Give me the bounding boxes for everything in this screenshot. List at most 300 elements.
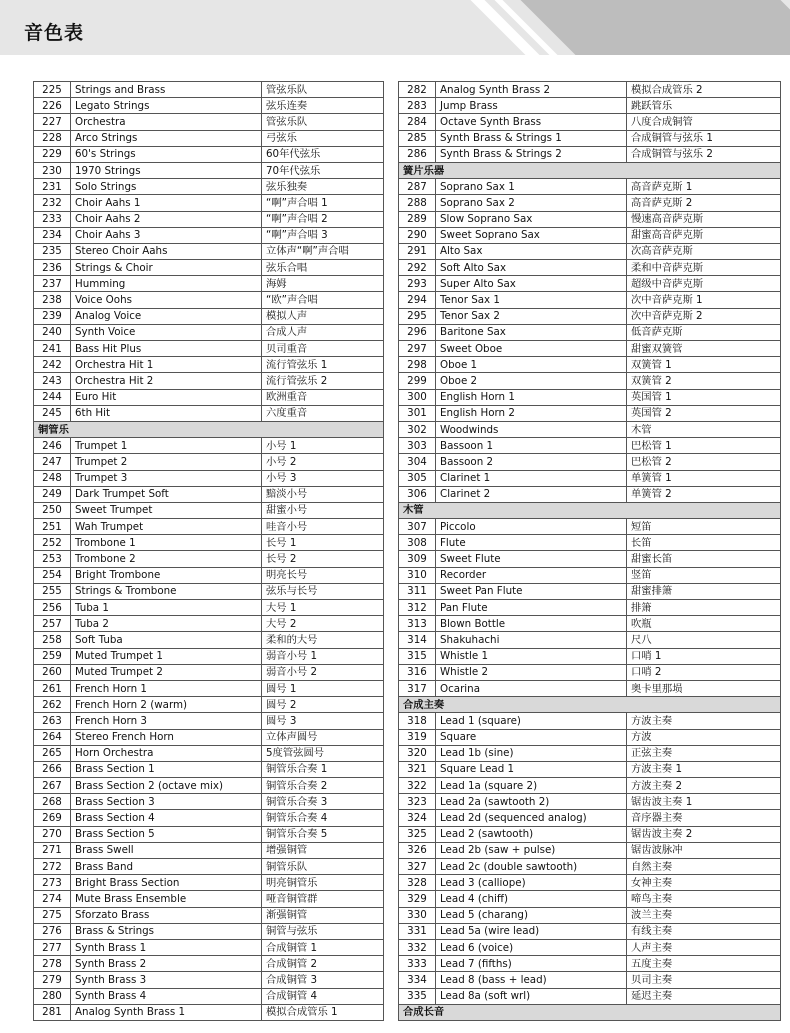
table-row (34, 243, 384, 259)
voice-name-cn: 甜蜜长笛 (627, 551, 781, 567)
voice-name-cn: 尺八 (627, 632, 781, 648)
voice-name-cn: 口哨 1 (627, 648, 781, 664)
voice-name-en: French Horn 2 (warm) (71, 697, 262, 713)
voice-name-cn: 木管 (627, 421, 781, 437)
voice-name-cn: 弱音小号 1 (262, 648, 384, 664)
voice-name-en: Lead 2d (sequenced analog) (436, 810, 627, 826)
voice-number: 283 (399, 98, 436, 114)
table-row (399, 486, 781, 502)
voice-name-en: Whistle 2 (436, 664, 627, 680)
table-row (34, 324, 384, 340)
table-row (399, 519, 781, 535)
table-row (399, 292, 781, 308)
voice-name-cn: 管弦乐队 (262, 114, 384, 130)
voice-name-cn: 长号 2 (262, 551, 384, 567)
voice-name-en: Clarinet 2 (436, 486, 627, 502)
voice-number: 292 (399, 260, 436, 276)
category-row (399, 502, 781, 518)
voice-name-cn: 奥卡里那埙 (627, 680, 781, 696)
voice-name-cn: 圆号 1 (262, 680, 384, 696)
voice-name-cn: 合成铜管 2 (262, 956, 384, 972)
voice-name-cn: 长号 1 (262, 535, 384, 551)
category-row (399, 162, 781, 178)
table-row (399, 745, 781, 761)
voice-name-cn: 双簧管 1 (627, 357, 781, 373)
voice-number: 269 (34, 810, 71, 826)
voice-number: 259 (34, 648, 71, 664)
voice-name-cn: 铜管乐合奏 3 (262, 794, 384, 810)
voice-number: 227 (34, 114, 71, 130)
voice-name-en: Soft Alto Sax (436, 260, 627, 276)
table-row (399, 923, 781, 939)
voice-name-en: Slow Soprano Sax (436, 211, 627, 227)
table-row (399, 130, 781, 146)
table-row (34, 891, 384, 907)
voice-name-cn: 短笛 (627, 519, 781, 535)
table-row (399, 260, 781, 276)
table-row (34, 486, 384, 502)
voice-number: 250 (34, 502, 71, 518)
voice-number: 265 (34, 745, 71, 761)
voice-name-en: Lead 2a (sawtooth 2) (436, 794, 627, 810)
table-row (34, 454, 384, 470)
voice-number: 251 (34, 519, 71, 535)
voice-name-cn: 小号 2 (262, 454, 384, 470)
voice-name-en: Solo Strings (71, 179, 262, 195)
table-row (399, 648, 781, 664)
voice-number: 261 (34, 680, 71, 696)
voice-number: 239 (34, 308, 71, 324)
voice-name-cn: “啊”声合唱 2 (262, 211, 384, 227)
voice-name-cn: 甜蜜小号 (262, 502, 384, 518)
voice-name-en: Tuba 2 (71, 616, 262, 632)
voice-name-en: Orchestra Hit 1 (71, 357, 262, 373)
voice-name-en: Lead 8a (soft wrl) (436, 988, 627, 1004)
table-row (399, 227, 781, 243)
voice-name-cn: 延迟主奏 (627, 988, 781, 1004)
voice-number: 332 (399, 939, 436, 955)
voice-name-en: Lead 5a (wire lead) (436, 923, 627, 939)
voice-number: 246 (34, 438, 71, 454)
voice-name-en: Lead 1 (square) (436, 713, 627, 729)
voice-name-en: Strings & Choir (71, 260, 262, 276)
table-row (34, 179, 384, 195)
voice-name-cn: 六度重音 (262, 405, 384, 421)
voice-number: 253 (34, 551, 71, 567)
voice-name-en: Bass Hit Plus (71, 341, 262, 357)
table-row (34, 842, 384, 858)
voice-number: 274 (34, 891, 71, 907)
voice-number: 331 (399, 923, 436, 939)
voice-name-en: Jump Brass (436, 98, 627, 114)
table-row (399, 972, 781, 988)
table-row (34, 616, 384, 632)
table-row (34, 308, 384, 324)
voice-number: 270 (34, 826, 71, 842)
voice-number: 284 (399, 114, 436, 130)
voice-name-en: Brass Section 4 (71, 810, 262, 826)
table-row (399, 146, 781, 162)
voice-name-en: Piccolo (436, 519, 627, 535)
table-row (34, 697, 384, 713)
table-row (399, 810, 781, 826)
voice-number: 236 (34, 260, 71, 276)
voice-number: 235 (34, 243, 71, 259)
voice-name-en: Whistle 1 (436, 648, 627, 664)
category-row (399, 697, 781, 713)
voice-number: 279 (34, 972, 71, 988)
voice-name-cn: 柔和的大号 (262, 632, 384, 648)
voice-name-en: Orchestra Hit 2 (71, 373, 262, 389)
table-row (34, 907, 384, 923)
voice-name-cn: 自然主奏 (627, 859, 781, 875)
voice-name-en: Analog Voice (71, 308, 262, 324)
voice-name-cn: 管弦乐队 (262, 82, 384, 98)
header-decoration (521, 0, 790, 55)
table-row (34, 778, 384, 794)
voice-name-en: Analog Synth Brass 1 (71, 1004, 262, 1020)
voice-name-en: Legato Strings (71, 98, 262, 114)
voice-name-en: Brass & Strings (71, 923, 262, 939)
category-label: 木管 (399, 502, 781, 518)
voice-name-en: Synth Brass & Strings 2 (436, 146, 627, 162)
voice-name-en: Lead 2b (saw + pulse) (436, 842, 627, 858)
voice-name-en: Sweet Flute (436, 551, 627, 567)
voice-name-cn: 明亮铜管乐 (262, 875, 384, 891)
voice-number: 267 (34, 778, 71, 794)
voice-number: 280 (34, 988, 71, 1004)
voice-name-cn: 锯齿波脉冲 (627, 842, 781, 858)
voice-name-en: French Horn 3 (71, 713, 262, 729)
category-label: 合成长音 (399, 1004, 781, 1020)
voice-number: 327 (399, 859, 436, 875)
voice-name-en: Ocarina (436, 680, 627, 696)
voice-name-en: English Horn 2 (436, 405, 627, 421)
voice-name-en: Synth Brass 1 (71, 939, 262, 955)
voice-number: 333 (399, 956, 436, 972)
table-row (399, 600, 781, 616)
voice-name-en: Bassoon 2 (436, 454, 627, 470)
voice-number: 245 (34, 405, 71, 421)
voice-number: 278 (34, 956, 71, 972)
voice-name-en: Soprano Sax 2 (436, 195, 627, 211)
voice-name-en: Trumpet 1 (71, 438, 262, 454)
voice-name-en: Tenor Sax 2 (436, 308, 627, 324)
voice-number: 303 (399, 438, 436, 454)
voice-name-cn: 英国管 1 (627, 389, 781, 405)
voice-number: 329 (399, 891, 436, 907)
table-row (34, 130, 384, 146)
table-row (399, 276, 781, 292)
voice-number: 299 (399, 373, 436, 389)
voice-number: 295 (399, 308, 436, 324)
table-row (34, 211, 384, 227)
voice-name-cn: 巴松管 2 (627, 454, 781, 470)
voice-name-cn: 大号 2 (262, 616, 384, 632)
voice-name-en: Wah Trumpet (71, 519, 262, 535)
table-row (34, 972, 384, 988)
voice-name-cn: 大号 1 (262, 600, 384, 616)
voice-name-en: Lead 7 (fifths) (436, 956, 627, 972)
voice-name-cn: 方波 (627, 729, 781, 745)
voice-number: 286 (399, 146, 436, 162)
voice-name-en: Trumpet 2 (71, 454, 262, 470)
voice-name-cn: 单簧管 2 (627, 486, 781, 502)
voice-number: 294 (399, 292, 436, 308)
voice-number: 334 (399, 972, 436, 988)
table-row (399, 82, 781, 98)
table-row (34, 389, 384, 405)
table-row (399, 535, 781, 551)
voice-number: 272 (34, 859, 71, 875)
voice-name-cn: 模拟合成管乐 1 (262, 1004, 384, 1020)
voice-number: 315 (399, 648, 436, 664)
table-row (34, 114, 384, 130)
table-row (34, 373, 384, 389)
voice-number: 288 (399, 195, 436, 211)
voice-name-en: Blown Bottle (436, 616, 627, 632)
voice-name-en: Lead 4 (chiff) (436, 891, 627, 907)
voice-name-cn: 人声主奏 (627, 939, 781, 955)
table-row (399, 939, 781, 955)
table-row (34, 470, 384, 486)
voice-number: 330 (399, 907, 436, 923)
voice-name-cn: 铜管乐合奏 4 (262, 810, 384, 826)
voice-name-cn: 弦乐独奏 (262, 179, 384, 195)
table-row (399, 956, 781, 972)
voice-number: 255 (34, 583, 71, 599)
voice-name-cn: 波兰主奏 (627, 907, 781, 923)
table-row (34, 292, 384, 308)
voice-number: 230 (34, 162, 71, 178)
voice-name-cn: 黯淡小号 (262, 486, 384, 502)
table-row (34, 98, 384, 114)
table-row (34, 939, 384, 955)
voice-name-cn: 英国管 2 (627, 405, 781, 421)
voice-name-en: Flute (436, 535, 627, 551)
voice-number: 271 (34, 842, 71, 858)
voice-name-cn: 啼鸟主奏 (627, 891, 781, 907)
voice-name-cn: 铜管乐合奏 5 (262, 826, 384, 842)
voice-name-en: Baritone Sax (436, 324, 627, 340)
voice-name-en: Horn Orchestra (71, 745, 262, 761)
voice-number: 233 (34, 211, 71, 227)
voice-number: 326 (399, 842, 436, 858)
voice-name-cn: 五度主奏 (627, 956, 781, 972)
voice-name-en: 1970 Strings (71, 162, 262, 178)
voice-name-en: Recorder (436, 567, 627, 583)
voice-name-en: Square (436, 729, 627, 745)
voice-name-cn: 吹瓶 (627, 616, 781, 632)
table-row (34, 956, 384, 972)
table-row (34, 713, 384, 729)
voice-number: 293 (399, 276, 436, 292)
voice-name-cn: “欧”声合唱 (262, 292, 384, 308)
voice-name-cn: 铜管与弦乐 (262, 923, 384, 939)
table-row (399, 583, 781, 599)
voice-name-en: Sweet Trumpet (71, 502, 262, 518)
table-row (399, 875, 781, 891)
voice-name-cn: 弱音小号 2 (262, 664, 384, 680)
table-row (399, 389, 781, 405)
table-row (34, 745, 384, 761)
voice-number: 264 (34, 729, 71, 745)
voice-number: 285 (399, 130, 436, 146)
voice-name-cn: 甜蜜高音萨克斯 (627, 227, 781, 243)
voice-name-en: Lead 5 (charang) (436, 907, 627, 923)
voice-name-en: Octave Synth Brass (436, 114, 627, 130)
voice-name-cn: 正弦主奏 (627, 745, 781, 761)
voice-name-cn: 立体声“啊”声合唱 (262, 243, 384, 259)
voice-name-cn: 女神主奏 (627, 875, 781, 891)
voice-number: 241 (34, 341, 71, 357)
voice-name-cn: 贝司主奏 (627, 972, 781, 988)
table-row (34, 405, 384, 421)
voice-name-en: Sweet Soprano Sax (436, 227, 627, 243)
table-row (34, 146, 384, 162)
voice-name-en: Analog Synth Brass 2 (436, 82, 627, 98)
voice-name-en: Synth Brass 3 (71, 972, 262, 988)
voice-name-cn: 高音萨克斯 2 (627, 195, 781, 211)
voice-name-cn: 流行管弦乐 2 (262, 373, 384, 389)
page-title: 音色表 (24, 22, 85, 44)
voice-name-cn: “啊”声合唱 1 (262, 195, 384, 211)
voice-name-en: Trumpet 3 (71, 470, 262, 486)
voice-name-cn: 次中音萨克斯 2 (627, 308, 781, 324)
voice-name-en: Super Alto Sax (436, 276, 627, 292)
voice-name-en: Lead 1b (sine) (436, 745, 627, 761)
voice-number: 238 (34, 292, 71, 308)
table-row (399, 114, 781, 130)
voice-number: 226 (34, 98, 71, 114)
voice-name-cn: 慢速高音萨克斯 (627, 211, 781, 227)
voice-number: 231 (34, 179, 71, 195)
table-row (34, 810, 384, 826)
voice-number: 309 (399, 551, 436, 567)
table-row (399, 454, 781, 470)
voice-name-cn: 弓弦乐 (262, 130, 384, 146)
voice-number: 260 (34, 664, 71, 680)
voice-name-en: Mute Brass Ensemble (71, 891, 262, 907)
voice-name-en: Synth Brass 4 (71, 988, 262, 1004)
voice-name-en: Oboe 2 (436, 373, 627, 389)
table-row (34, 600, 384, 616)
voice-name-cn: 次高音萨克斯 (627, 243, 781, 259)
voice-number: 314 (399, 632, 436, 648)
voice-number: 281 (34, 1004, 71, 1020)
voice-number: 276 (34, 923, 71, 939)
voice-number: 305 (399, 470, 436, 486)
table-row (34, 794, 384, 810)
table-row (399, 761, 781, 777)
voice-name-en: Humming (71, 276, 262, 292)
voice-name-en: Synth Brass 2 (71, 956, 262, 972)
voice-number: 290 (399, 227, 436, 243)
table-row (34, 859, 384, 875)
voice-number: 298 (399, 357, 436, 373)
voice-name-cn: 锯齿波主奏 2 (627, 826, 781, 842)
voice-name-en: Bright Brass Section (71, 875, 262, 891)
voice-name-en: Tenor Sax 1 (436, 292, 627, 308)
voice-number: 296 (399, 324, 436, 340)
voice-name-cn: 模拟人声 (262, 308, 384, 324)
table-row (34, 583, 384, 599)
voice-number: 302 (399, 421, 436, 437)
voice-number: 321 (399, 761, 436, 777)
voice-name-en: Trombone 2 (71, 551, 262, 567)
voice-name-en: Lead 1a (square 2) (436, 778, 627, 794)
table-row (399, 211, 781, 227)
table-row (399, 405, 781, 421)
voice-name-en: Soft Tuba (71, 632, 262, 648)
table-row (34, 551, 384, 567)
table-row (34, 227, 384, 243)
table-row (34, 875, 384, 891)
voice-name-cn: 竖笛 (627, 567, 781, 583)
voice-name-cn: 铜管乐合奏 1 (262, 761, 384, 777)
category-row (34, 421, 384, 437)
voice-name-en: Trombone 1 (71, 535, 262, 551)
voice-name-cn: 单簧管 1 (627, 470, 781, 486)
table-row (34, 567, 384, 583)
voice-number: 247 (34, 454, 71, 470)
voice-number: 258 (34, 632, 71, 648)
voice-number: 318 (399, 713, 436, 729)
table-row (399, 179, 781, 195)
voice-table-left (33, 81, 384, 1021)
voice-name-cn: 八度合成铜管 (627, 114, 781, 130)
voice-name-en: Stereo French Horn (71, 729, 262, 745)
voice-name-en: Sforzato Brass (71, 907, 262, 923)
voice-name-cn: 跳跃管乐 (627, 98, 781, 114)
table-row (34, 357, 384, 373)
voice-name-en: French Horn 1 (71, 680, 262, 696)
voice-name-en: Pan Flute (436, 600, 627, 616)
voice-name-en: Euro Hit (71, 389, 262, 405)
table-row (34, 761, 384, 777)
table-row (399, 470, 781, 486)
voice-name-en: Orchestra (71, 114, 262, 130)
table-row (34, 341, 384, 357)
voice-name-cn: 方波主奏 (627, 713, 781, 729)
voice-name-en: Brass Swell (71, 842, 262, 858)
voice-number: 307 (399, 519, 436, 535)
table-row (34, 195, 384, 211)
voice-name-cn: 长笛 (627, 535, 781, 551)
voice-name-en: Synth Brass & Strings 1 (436, 130, 627, 146)
voice-number: 266 (34, 761, 71, 777)
voice-number: 291 (399, 243, 436, 259)
voice-number: 263 (34, 713, 71, 729)
voice-number: 232 (34, 195, 71, 211)
voice-name-cn: 明亮长号 (262, 567, 384, 583)
voice-number: 225 (34, 82, 71, 98)
voice-name-cn: 60年代弦乐 (262, 146, 384, 162)
table-row (399, 324, 781, 340)
voice-number: 300 (399, 389, 436, 405)
voice-number: 273 (34, 875, 71, 891)
voice-number: 289 (399, 211, 436, 227)
table-row (399, 243, 781, 259)
category-label: 簧片乐器 (399, 162, 781, 178)
voice-name-en: Sweet Pan Flute (436, 583, 627, 599)
voice-number: 322 (399, 778, 436, 794)
voice-name-cn: 立体声圆号 (262, 729, 384, 745)
table-row (399, 438, 781, 454)
voice-number: 242 (34, 357, 71, 373)
voice-name-cn: 弦乐与长号 (262, 583, 384, 599)
table-row (399, 616, 781, 632)
